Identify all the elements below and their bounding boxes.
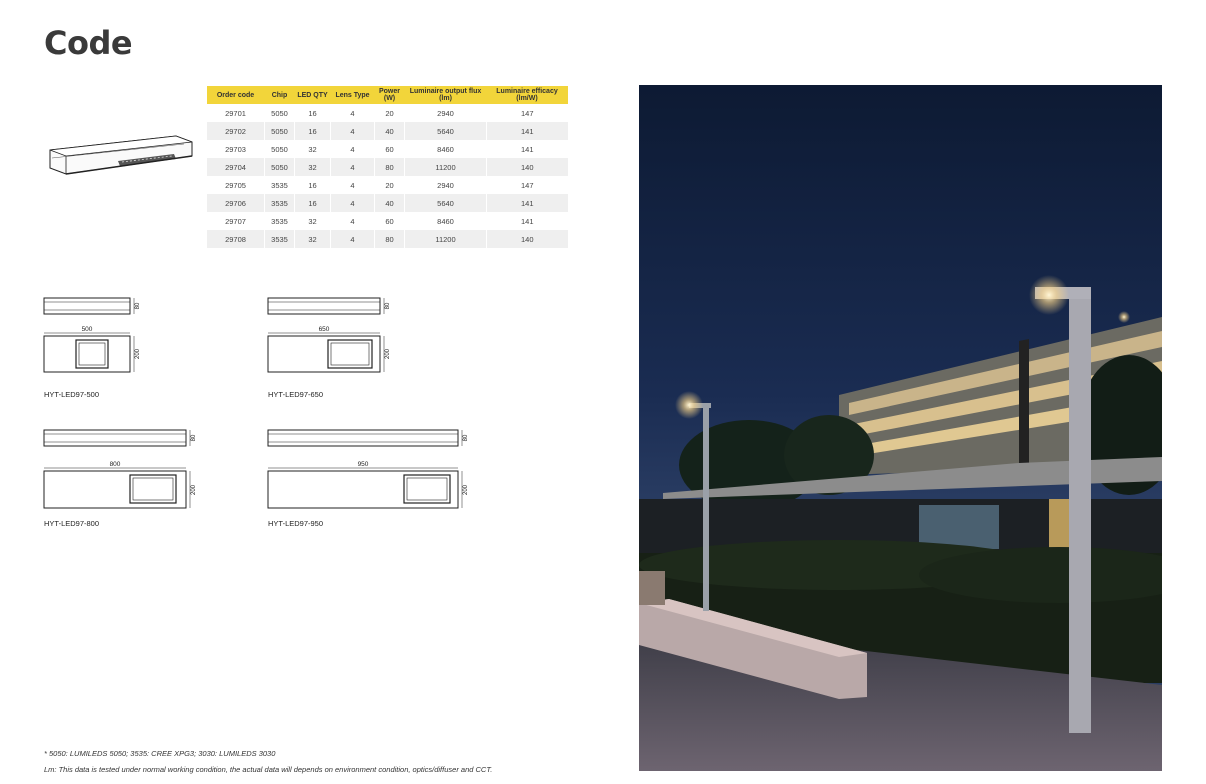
dim-depth-label: 200 — [463, 484, 469, 496]
cell: 8460 — [405, 212, 487, 230]
cell: 11200 — [405, 158, 487, 176]
dim-length-label: 500 — [81, 326, 93, 333]
dim-height-label: 80 — [463, 434, 469, 442]
dim-depth-label: 200 — [135, 348, 141, 360]
cell: 147 — [487, 104, 568, 122]
cell: 8460 — [405, 140, 487, 158]
cell: 3535 — [265, 212, 295, 230]
cell: 3535 — [265, 176, 295, 194]
cell: 80 — [375, 158, 405, 176]
col-chip: Chip — [265, 86, 295, 104]
spec-table — [206, 86, 568, 248]
product-image — [48, 134, 194, 182]
cell: 29707 — [207, 212, 265, 230]
cell: 60 — [375, 212, 405, 230]
cell: 20 — [375, 104, 405, 122]
cell: 29702 — [207, 122, 265, 140]
cell: 20 — [375, 176, 405, 194]
col-lens-type: Lens Type — [331, 86, 375, 104]
cell: 29706 — [207, 194, 265, 212]
table-row — [207, 122, 568, 140]
table-row — [207, 176, 568, 194]
cell: 29701 — [207, 104, 265, 122]
cell: 40 — [375, 194, 405, 212]
dimension-drawing-950 — [264, 428, 474, 512]
cell: 140 — [487, 158, 568, 176]
cell: 2940 — [405, 104, 487, 122]
cell: 16 — [295, 122, 331, 140]
table-row — [207, 194, 568, 212]
col-power: Power (W) — [375, 86, 405, 104]
dimension-drawing-650 — [264, 296, 394, 376]
col-efficacy: Luminaire efficacy (lm/W) — [487, 86, 568, 104]
cell: 80 — [375, 230, 405, 248]
model-label-950: HYT-LED97-950 — [268, 519, 324, 528]
model-label-500: HYT-LED97-500 — [44, 390, 100, 399]
dim-length-label: 800 — [109, 461, 121, 468]
cell: 3535 — [265, 194, 295, 212]
dimension-drawing-500 — [40, 296, 150, 376]
cell: 3535 — [265, 230, 295, 248]
footnote-chips: * 5050: LUMILEDS 5050; 3535: CREE XPG3; 3030: LUMILEDS 3030 — [44, 749, 276, 758]
cell: 29703 — [207, 140, 265, 158]
cell: 32 — [295, 158, 331, 176]
table-row — [207, 104, 568, 122]
cell: 4 — [331, 158, 375, 176]
dim-height-label: 80 — [135, 302, 141, 310]
cell: 29708 — [207, 230, 265, 248]
cell: 4 — [331, 140, 375, 158]
cell: 32 — [295, 140, 331, 158]
table-row — [207, 158, 568, 176]
cell: 4 — [331, 122, 375, 140]
cell: 5050 — [265, 104, 295, 122]
model-label-800: HYT-LED97-800 — [44, 519, 100, 528]
cell: 141 — [487, 194, 568, 212]
dim-length-label: 950 — [357, 461, 369, 468]
dim-height-label: 80 — [385, 302, 391, 310]
cell: 29705 — [207, 176, 265, 194]
cell: 5050 — [265, 122, 295, 140]
cell: 5640 — [405, 122, 487, 140]
cell: 4 — [331, 176, 375, 194]
table-header-row — [207, 86, 568, 104]
dim-depth-label: 200 — [191, 484, 197, 496]
cell: 141 — [487, 212, 568, 230]
table-row — [207, 212, 568, 230]
dim-length-label: 650 — [318, 326, 330, 333]
cell: 4 — [331, 194, 375, 212]
dimension-drawing-800 — [40, 428, 200, 512]
cell: 141 — [487, 122, 568, 140]
cell: 5640 — [405, 194, 487, 212]
cell: 4 — [331, 104, 375, 122]
model-label-650: HYT-LED97-650 — [268, 390, 324, 399]
cell: 5050 — [265, 140, 295, 158]
cell: 40 — [375, 122, 405, 140]
cell: 4 — [331, 212, 375, 230]
cell: 16 — [295, 176, 331, 194]
table-row — [207, 230, 568, 248]
cell: 29704 — [207, 158, 265, 176]
cell: 140 — [487, 230, 568, 248]
cell: 2940 — [405, 176, 487, 194]
cell: 60 — [375, 140, 405, 158]
page-title: Code — [44, 24, 133, 62]
cell: 141 — [487, 140, 568, 158]
table-row — [207, 140, 568, 158]
cell: 32 — [295, 212, 331, 230]
night-scene-photo — [639, 85, 1162, 771]
cell: 11200 — [405, 230, 487, 248]
cell: 16 — [295, 194, 331, 212]
col-output-flux: Luminaire output flux (lm) — [405, 86, 487, 104]
footnote-lm: Lm: This data is tested under normal working condition, the actual data will depends on environment condition, optics/diffuser and CCT. — [44, 765, 493, 774]
cell: 16 — [295, 104, 331, 122]
cell: 147 — [487, 176, 568, 194]
col-led-qty: LED QTY — [295, 86, 331, 104]
cell: 32 — [295, 230, 331, 248]
cell: 4 — [331, 230, 375, 248]
dim-depth-label: 200 — [385, 348, 391, 360]
cell: 5050 — [265, 158, 295, 176]
dim-height-label: 80 — [191, 434, 197, 442]
col-order-code: Order code — [207, 86, 265, 104]
